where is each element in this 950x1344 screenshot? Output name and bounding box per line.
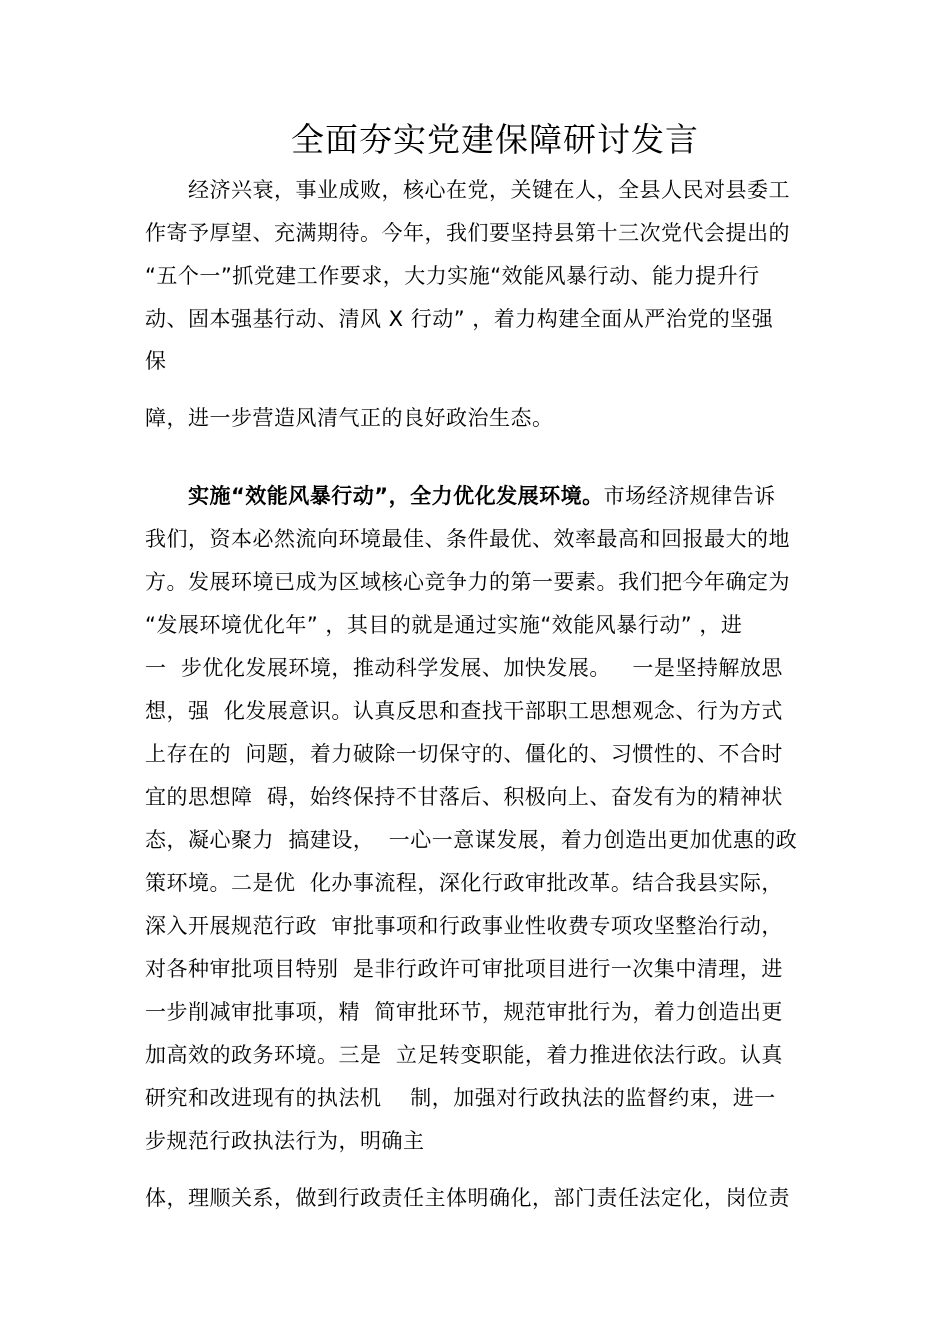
paragraph-1-line: 作寄予厚望、充满期待。今年，我们要坚持县第十三次党代会提出的	[145, 221, 790, 245]
paragraph-2-line: 一步削减审批事项，精 简审批环节，规范审批行为，着力创造出更	[145, 1000, 783, 1024]
paragraph-2-line: 方。发展环境已成为区域核心竞争力的第一要素。我们把今年确定为	[145, 570, 790, 594]
paragraph-1-line: 动、固本强基行动、清风 X 行动” ，着力构建全面从严治党的坚强	[145, 307, 774, 331]
paragraph-2-line: 体，理顺关系，做到行政责任主体明确化，部门责任法定化，岗位责	[145, 1186, 790, 1210]
paragraph-2-line: 我们，资本必然流向环境最佳、条件最优、效率最高和回报最大的地	[145, 527, 790, 551]
paragraph-2-line: 一 步优化发展环境，推动科学发展、加快发展。 一是坚持解放思	[145, 656, 783, 680]
paragraph-2-line: 策环境。二是优 化办事流程，深化行政审批改革。结合我县实际，	[145, 871, 783, 895]
document-title: 全面夯实党建保障研讨发言	[291, 120, 699, 159]
paragraph-2-line: 深入开展规范行政 审批事项和行政事业性收费专项攻坚整治行动，	[145, 914, 783, 938]
paragraph-2-line: “发展环境优化年” ，其目的就是通过实施“效能风暴行动” ，进	[145, 613, 743, 637]
paragraph-1-line: 障，进一步营造风清气正的良好政治生态。	[145, 406, 554, 430]
paragraph-2-line: 研究和改进现有的执法机 制，加强对行政执法的监督约束，进一	[145, 1086, 776, 1110]
paragraph-2-first-line-text: 市场经济规律告诉	[603, 484, 776, 508]
paragraph-2-first-line	[188, 481, 776, 511]
paragraph-1-line: “五个一”抓党建工作要求，大力实施“效能风暴行动、能力提升行	[145, 264, 760, 288]
paragraph-2-heading: 实施“效能风暴行动”，全力优化发展环境。	[188, 484, 604, 508]
paragraph-2-line: 想，强 化发展意识。认真反思和查找干部职工思想观念、行为方式	[145, 699, 783, 723]
paragraph-2-line: 态，凝心聚力 搞建设， 一心一意谋发展，着力创造出更加优惠的政	[145, 828, 798, 852]
paragraph-2-line: 步规范行政执法行为，明确主	[145, 1129, 425, 1153]
paragraph-1-line: 保	[145, 349, 167, 373]
paragraph-2-line: 宜的思想障 碍，始终保持不甘落后、积极向上、奋发有为的精神状	[145, 785, 783, 809]
paragraph-2-line: 上存在的 问题，着力破除一切保守的、僵化的、习惯性的、不合时	[145, 742, 783, 766]
paragraph-2-line: 加高效的政务环境。三是 立足转变职能，着力推进依法行政。认真	[145, 1043, 783, 1067]
paragraph-1-line: 经济兴衰，事业成败，核心在党，关键在人，全县人民对县委工	[188, 178, 790, 202]
paragraph-2-line: 对各种审批项目特别 是非行政许可审批项目进行一次集中清理，进	[145, 957, 783, 981]
